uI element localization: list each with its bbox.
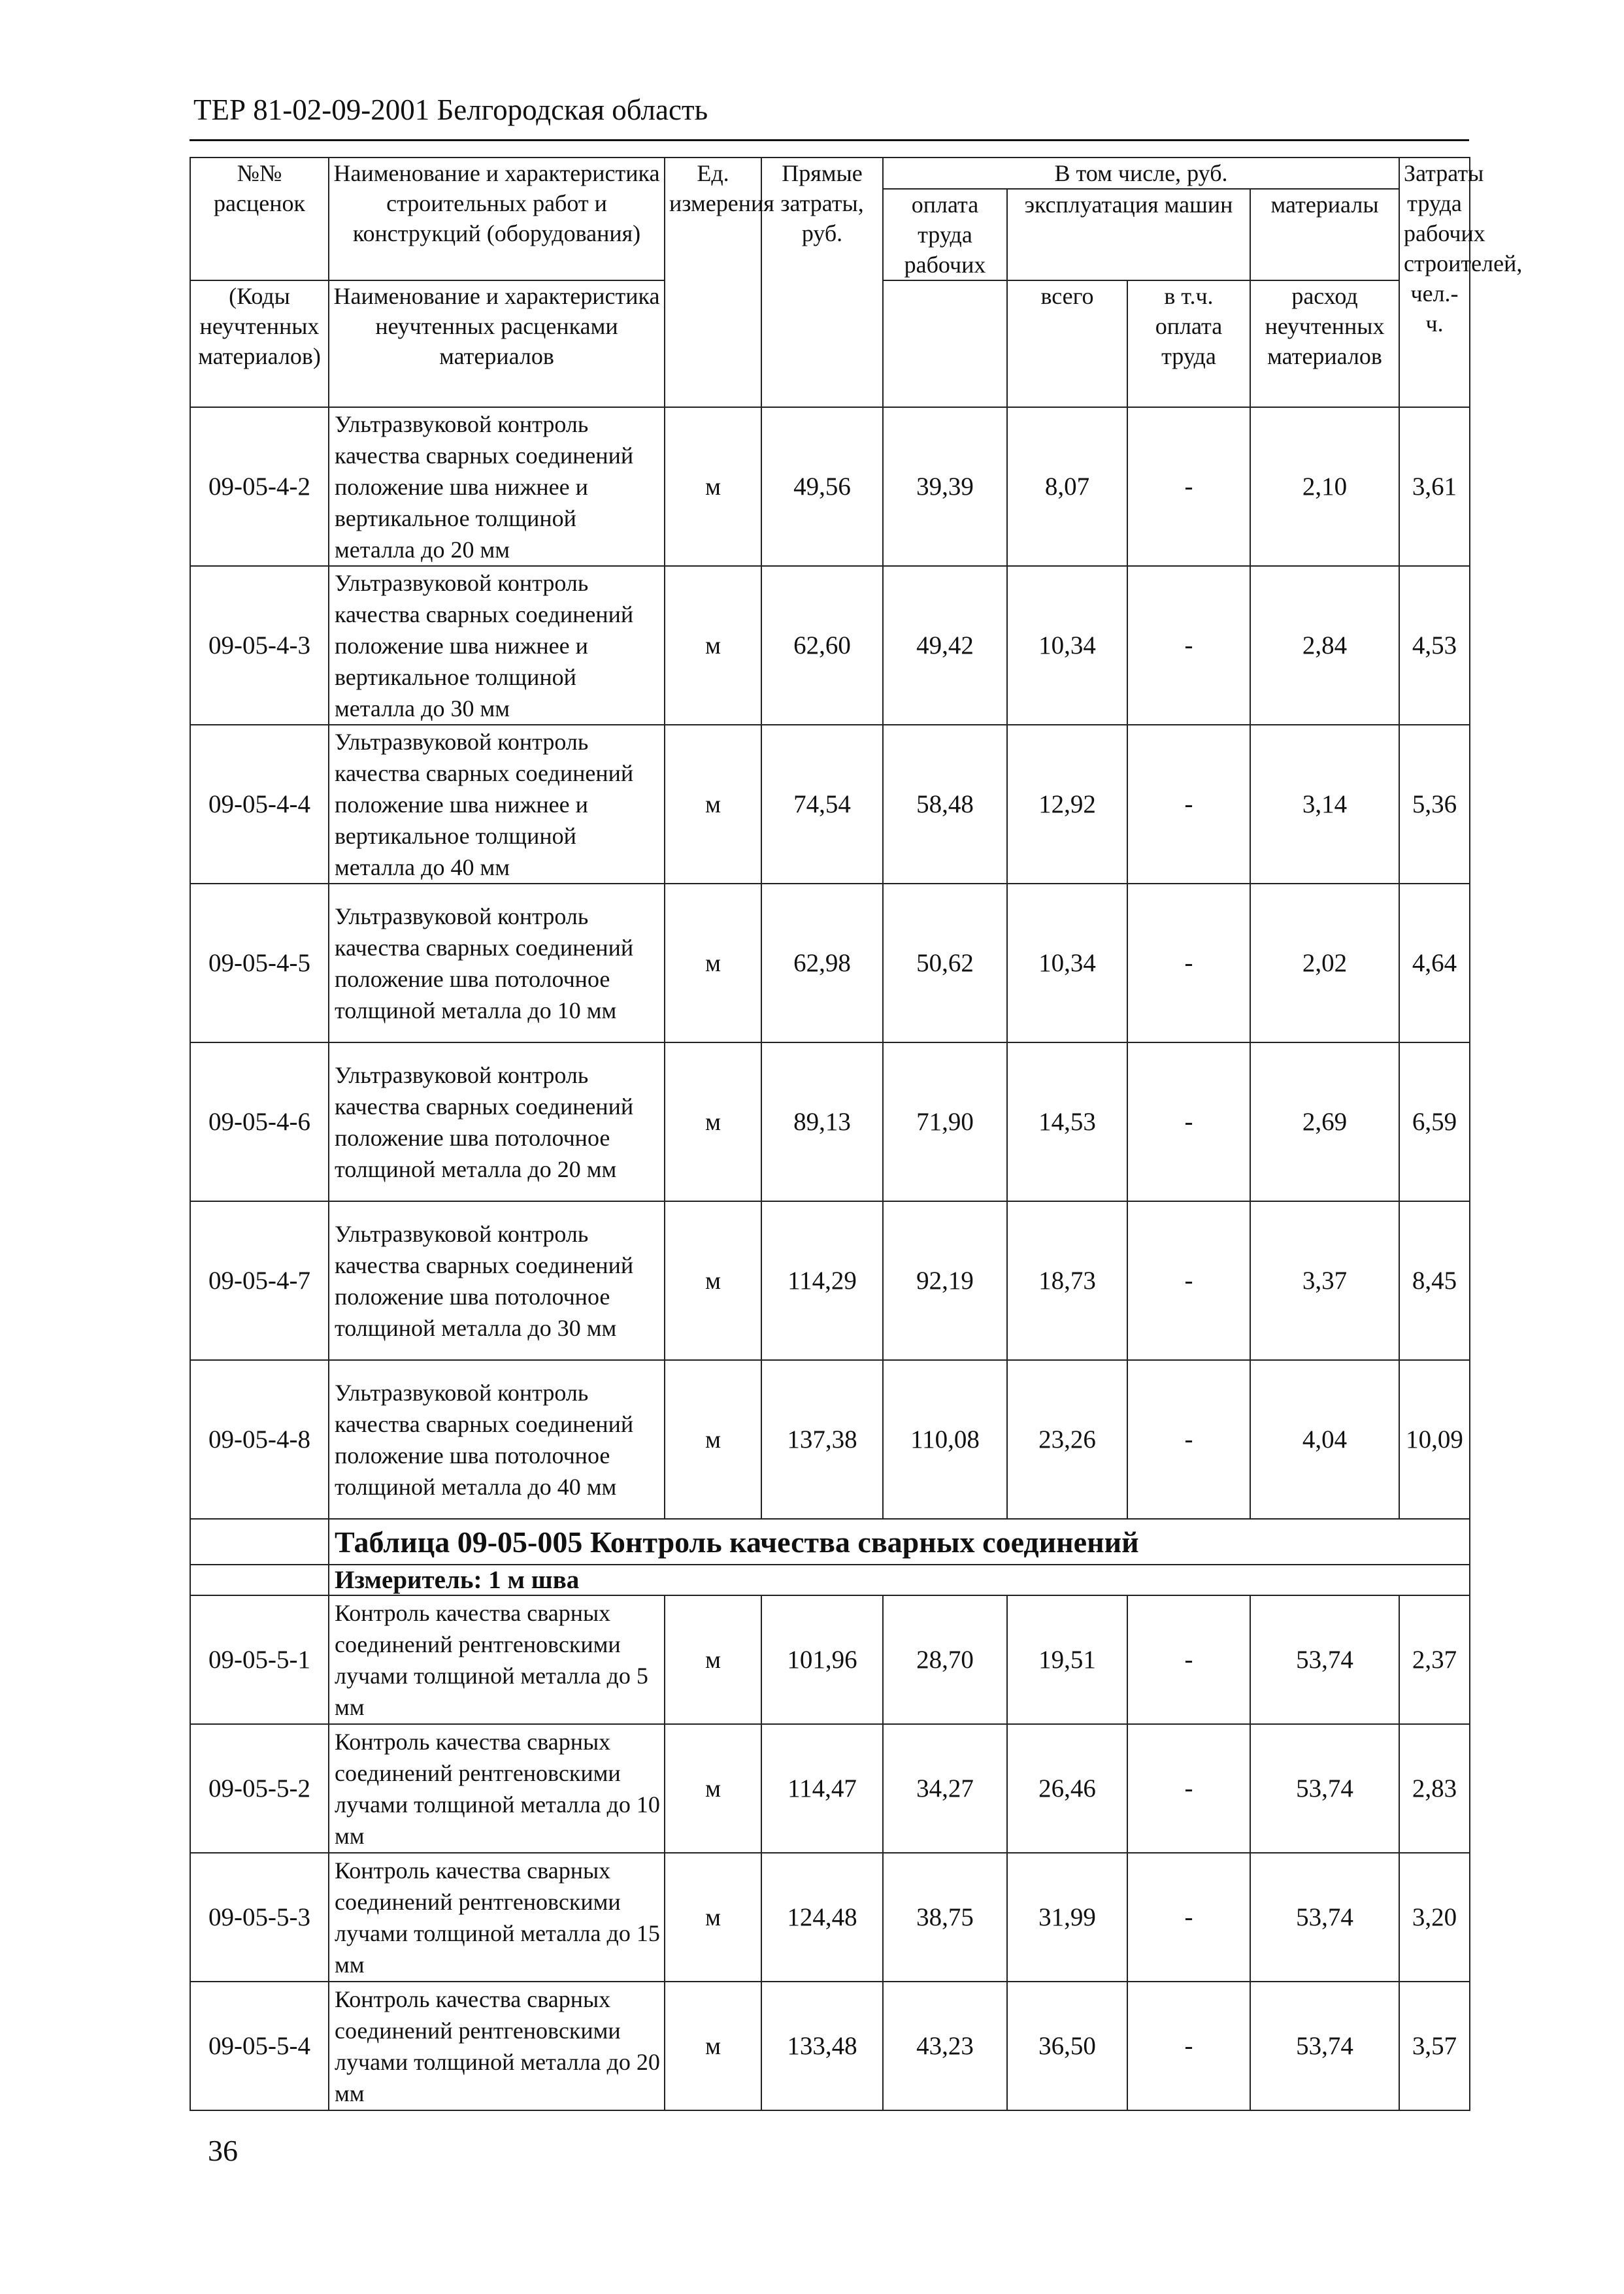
row-code: 09-05-4-7 (190, 1201, 329, 1360)
row-pay: 92,19 (883, 1201, 1007, 1360)
row-code: 09-05-4-8 (190, 1360, 329, 1519)
table-row (190, 1042, 1470, 1201)
row-mach: 12,92 (1007, 725, 1127, 884)
col-mach-pay: в т.ч. оплата труда (1127, 280, 1250, 407)
row-labor: 3,57 (1399, 1982, 1470, 2110)
row-pay: 38,75 (883, 1853, 1007, 1982)
row-code: 09-05-5-2 (190, 1724, 329, 1853)
section-b (190, 1519, 1470, 2110)
row-unit: м (665, 725, 761, 884)
col-labor-pay-cont (883, 280, 1007, 407)
row-code: 09-05-4-4 (190, 725, 329, 884)
row-mach-pay: - (1127, 1042, 1250, 1201)
row-pay: 71,90 (883, 1042, 1007, 1201)
col-unit: Ед. измерения (665, 158, 761, 407)
row-mach-pay: - (1127, 1982, 1250, 2110)
row-direct: 62,60 (761, 566, 883, 725)
table-row (190, 1360, 1470, 1519)
row-labor: 10,09 (1399, 1360, 1470, 1519)
page-number: 36 (208, 2134, 238, 2167)
row-code: 09-05-4-5 (190, 884, 329, 1042)
row-mach-pay: - (1127, 1201, 1250, 1360)
col-direct: Прямые затраты, руб. (761, 158, 883, 407)
row-unit: м (665, 1360, 761, 1519)
row-mach: 14,53 (1007, 1042, 1127, 1201)
row-pay: 58,48 (883, 725, 1007, 884)
row-direct: 49,56 (761, 407, 883, 566)
row-labor: 5,36 (1399, 725, 1470, 884)
header-rule (190, 139, 1469, 141)
row-unit: м (665, 884, 761, 1042)
table-header (190, 158, 1523, 407)
col-mat-usage: расход неучтенных материалов (1250, 280, 1399, 407)
row-mat: 53,74 (1250, 1724, 1399, 1853)
col-labor-cost: Затраты труда рабочих строителей, чел.-ч. (1399, 158, 1470, 407)
row-name: Ультразвуковой контроль качества сварных соединений положение шва потолочное толщиной металла до 20 мм (329, 1042, 665, 1201)
row-name: Ультразвуковой контроль качества сварных соединений положение шва потолочное толщиной металла до 30 мм (329, 1201, 665, 1360)
row-unit: м (665, 1595, 761, 1724)
row-mat: 2,84 (1250, 566, 1399, 725)
table-row (190, 884, 1470, 1042)
col-mach-total: всего (1007, 280, 1127, 407)
page-header: ТЕР 81-02-09-2001 Белгородская область (193, 93, 708, 126)
row-pay: 34,27 (883, 1724, 1007, 1853)
row-direct: 133,48 (761, 1982, 883, 2110)
table-row (190, 1724, 1470, 1853)
row-code: 09-05-5-3 (190, 1853, 329, 1982)
row-mach-pay: - (1127, 725, 1250, 884)
row-mach-pay: - (1127, 1360, 1250, 1519)
col-materials: материалы (1250, 189, 1399, 280)
row-pay: 39,39 (883, 407, 1007, 566)
row-mat: 2,69 (1250, 1042, 1399, 1201)
row-labor: 4,53 (1399, 566, 1470, 725)
row-labor: 8,45 (1399, 1201, 1470, 1360)
row-pay: 49,42 (883, 566, 1007, 725)
row-name: Ультразвуковой контроль качества сварных соединений положение шва нижнее и вертикальное толщиной металла до 40 мм (329, 725, 665, 884)
row-mach: 26,46 (1007, 1724, 1127, 1853)
row-mat: 2,02 (1250, 884, 1399, 1042)
row-code: 09-05-5-4 (190, 1982, 329, 2110)
col-name-top: Наименование и характеристика строительных работ и конструкций (оборудования) (329, 158, 665, 280)
section-a-rows (190, 407, 1470, 1519)
row-mat: 53,74 (1250, 1853, 1399, 1982)
row-unit: м (665, 1042, 761, 1201)
row-unit: м (665, 1982, 761, 2110)
row-direct: 74,54 (761, 725, 883, 884)
col-labor-pay: оплата труда рабочих (883, 189, 1007, 280)
row-code: 09-05-5-1 (190, 1595, 329, 1724)
row-mach-pay: - (1127, 566, 1250, 725)
row-pay: 43,23 (883, 1982, 1007, 2110)
row-mat: 4,04 (1250, 1360, 1399, 1519)
row-mach: 10,34 (1007, 884, 1127, 1042)
row-direct: 114,29 (761, 1201, 883, 1360)
row-mat: 2,10 (1250, 407, 1399, 566)
row-code: 09-05-4-6 (190, 1042, 329, 1201)
row-pay: 110,08 (883, 1360, 1007, 1519)
row-direct: 101,96 (761, 1595, 883, 1724)
row-direct: 62,98 (761, 884, 883, 1042)
row-labor: 2,37 (1399, 1595, 1470, 1724)
row-labor: 2,83 (1399, 1724, 1470, 1853)
col-code-bottom: (Коды неучтенных материалов) (190, 280, 329, 407)
row-name: Ультразвуковой контроль качества сварных соединений положение шва потолочное толщиной металла до 10 мм (329, 884, 665, 1042)
row-name: Контроль качества сварных соединений рентгеновскими лучами толщиной металла до 10 мм (329, 1724, 665, 1853)
row-mach-pay: - (1127, 1595, 1250, 1724)
row-direct: 114,47 (761, 1724, 883, 1853)
row-mach: 19,51 (1007, 1595, 1127, 1724)
row-mach: 8,07 (1007, 407, 1127, 566)
row-mat: 53,74 (1250, 1982, 1399, 2110)
row-mach-pay: - (1127, 1853, 1250, 1982)
table-row (190, 1595, 1470, 1724)
row-name: Контроль качества сварных соединений рентгеновскими лучами толщиной металла до 15 мм (329, 1853, 665, 1982)
row-pay: 50,62 (883, 884, 1007, 1042)
row-unit: м (665, 1724, 761, 1853)
table-row (190, 1982, 1470, 2110)
row-mat: 3,14 (1250, 725, 1399, 884)
table-row (190, 725, 1470, 884)
row-mach: 31,99 (1007, 1853, 1127, 1982)
row-direct: 89,13 (761, 1042, 883, 1201)
row-labor: 3,20 (1399, 1853, 1470, 1982)
row-unit: м (665, 407, 761, 566)
col-machines: эксплуатация машин (1007, 189, 1250, 280)
row-mach: 36,50 (1007, 1982, 1127, 2110)
row-mach-pay: - (1127, 884, 1250, 1042)
row-mach: 10,34 (1007, 566, 1127, 725)
row-mach: 23,26 (1007, 1360, 1127, 1519)
col-incl: В том числе, руб. (883, 158, 1399, 189)
col-name-bottom: Наименование и характеристика неучтенных расценками материалов (329, 280, 665, 407)
table-row (190, 1853, 1470, 1982)
row-code: 09-05-4-2 (190, 407, 329, 566)
row-name: Ультразвуковой контроль качества сварных соединений положение шва нижнее и вертикальное толщиной металла до 20 мм (329, 407, 665, 566)
row-labor: 3,61 (1399, 407, 1470, 566)
row-mach-pay: - (1127, 407, 1250, 566)
row-pay: 28,70 (883, 1595, 1007, 1724)
table-title: Таблица 09-05-005 Контроль качества сварных соединений (329, 1519, 1470, 1565)
row-unit: м (665, 566, 761, 725)
table-row (190, 1201, 1470, 1360)
row-name: Ультразвуковой контроль качества сварных соединений положение шва потолочное толщиной металла до 40 мм (329, 1360, 665, 1519)
rates-table (190, 157, 1523, 2111)
row-name: Контроль качества сварных соединений рентгеновскими лучами толщиной металла до 5 мм (329, 1595, 665, 1724)
row-code: 09-05-4-3 (190, 566, 329, 725)
row-name: Контроль качества сварных соединений рентгеновскими лучами толщиной металла до 20 мм (329, 1982, 665, 2110)
table-row (190, 566, 1470, 725)
row-labor: 4,64 (1399, 884, 1470, 1042)
title-blank-cell (190, 1519, 329, 1565)
measure-label: Измеритель: 1 м шва (329, 1565, 1470, 1595)
row-mach: 18,73 (1007, 1201, 1127, 1360)
table-row (190, 407, 1470, 566)
row-direct: 124,48 (761, 1853, 883, 1982)
row-direct: 137,38 (761, 1360, 883, 1519)
row-name: Ультразвуковой контроль качества сварных соединений положение шва нижнее и вертикальное толщиной металла до 30 мм (329, 566, 665, 725)
row-mat: 53,74 (1250, 1595, 1399, 1724)
row-unit: м (665, 1201, 761, 1360)
row-labor: 6,59 (1399, 1042, 1470, 1201)
measure-blank-cell (190, 1565, 329, 1595)
row-mach-pay: - (1127, 1724, 1250, 1853)
row-mat: 3,37 (1250, 1201, 1399, 1360)
row-unit: м (665, 1853, 761, 1982)
col-code-top: №№ расценок (190, 158, 329, 280)
